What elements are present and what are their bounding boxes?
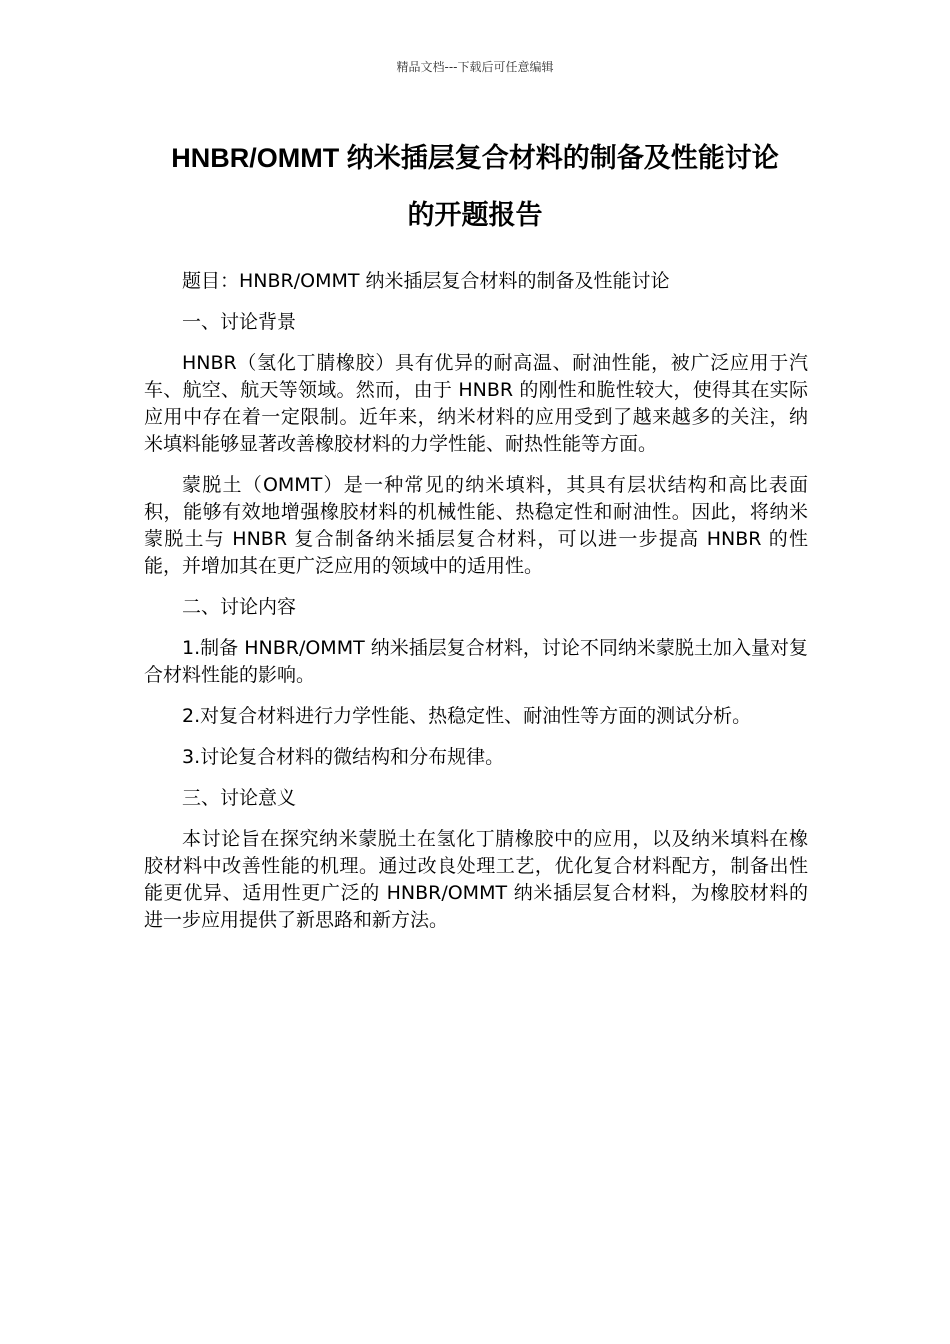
document-title [130,130,820,244]
document-title-line2: 的开题报告 [407,200,543,230]
content-item-3: 3.讨论复合材料的微结构和分布规律。 [182,746,505,768]
document-body [144,268,808,948]
header-note: 精品文档---下载后可任意编辑 [396,60,554,74]
content-item-1: 1.制备 HNBR/OMMT 纳米插层复合材料，讨论不同纳米蒙脱土加入量对复合材料性能的影响。 [144,637,808,686]
section-heading-significance: 三、讨论意义 [182,787,297,809]
background-paragraph-2: 蒙脱土（OMMT）是一种常见的纳米填料，其具有层状结构和高比表面积，能够有效地增强橡胶材料的机械性能、热稳定性和耐油性。因此，将纳米蒙脱土与 HNBR 复合制备纳米插层复合材料，可以进一步提高 HNBR 的性能，并增加其在更广泛应用的领域中的适用性。 [144,474,808,577]
section-heading-content: 二、讨论内容 [182,596,297,618]
document-title-line1: HNBR/OMMT 纳米插层复合材料的制备及性能讨论 [171,143,779,173]
background-paragraph-1: HNBR（氢化丁腈橡胶）具有优异的耐高温、耐油性能，被广泛应用于汽车、航空、航天等领域。然而，由于 HNBR 的刚性和脆性较大，使得其在实际应用中存在着一定限制。近年来，纳米材料的应用受到了越来越多的关注，纳米填料能够显著改善橡胶材料的力学性能、耐热性能等方面。 [144,352,808,455]
significance-paragraph: 本讨论旨在探究纳米蒙脱土在氢化丁腈橡胶中的应用，以及纳米填料在橡胶材料中改善性能的机理。通过改良处理工艺，优化复合材料配方，制备出性能更优异、适用性更广泛的 HNBR/OMMT 纳米插层复合材料，为橡胶材料的进一步应用提供了新思路和新方法。 [144,828,808,931]
topic-line: 题目：HNBR/OMMT 纳米插层复合材料的制备及性能讨论 [182,270,670,292]
section-heading-background: 一、讨论背景 [182,311,297,333]
content-item-2: 2.对复合材料进行力学性能、热稳定性、耐油性等方面的测试分析。 [182,705,752,727]
